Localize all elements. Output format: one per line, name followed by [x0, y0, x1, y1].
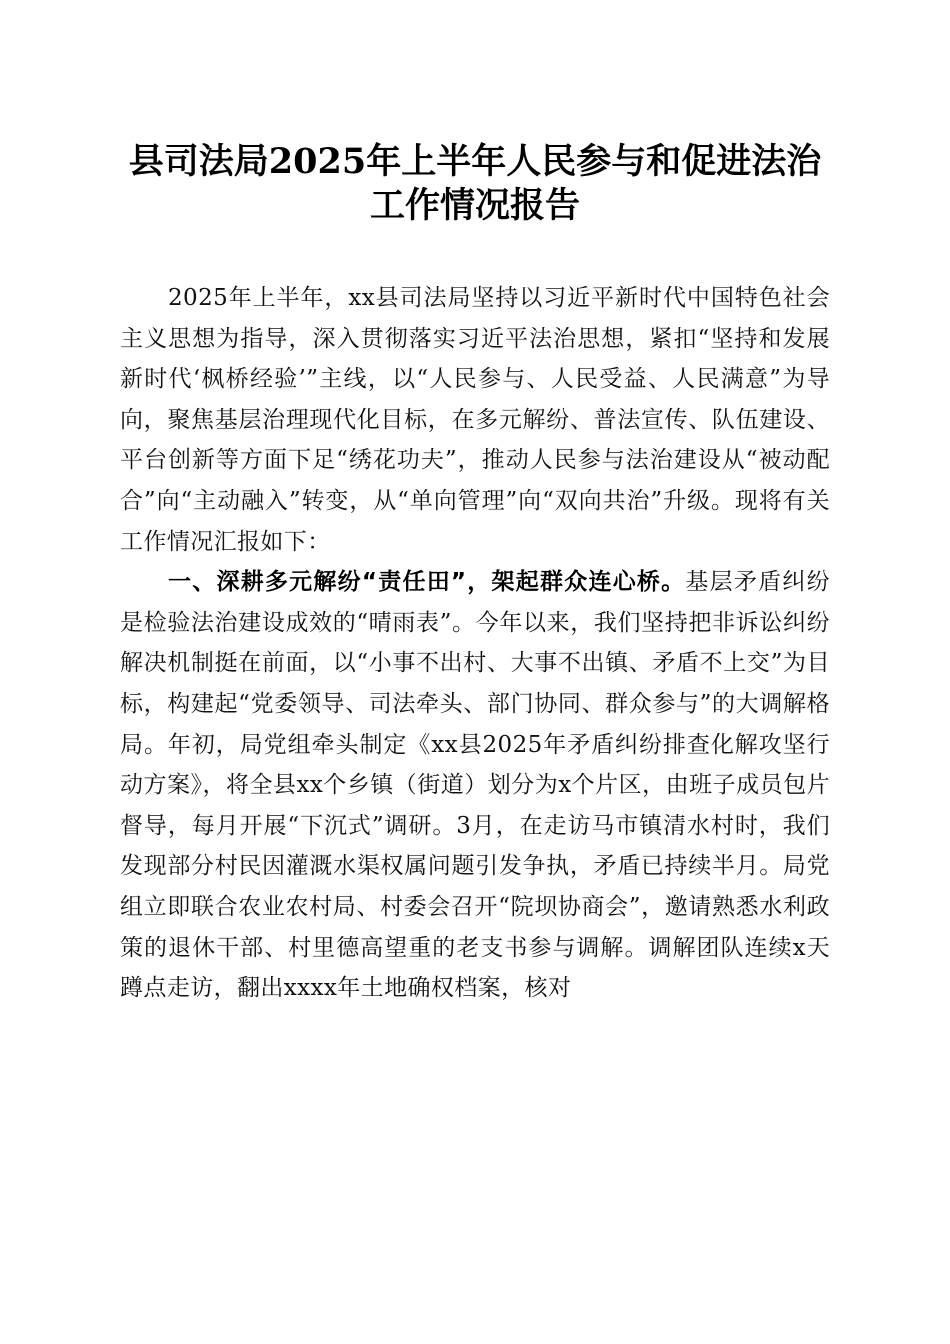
section-1-body: 基层矛盾纠纷是检验法治建设成效的“晴雨表”。今年以来，我们坚持把非诉讼纠纷解决机制挺在前面，以“小事不出村、大事不出镇、矛盾不上交”为目标，构建起“党委领导、司法牵头、部门协同、群众参与”的大调解格局。年初，局党组牵头制定《xx县2025年矛盾纠纷排查化解攻坚行动方案》，将全县xx个乡镇（街道）划分为x个片区，由班子成员包片督导，每月开展“下沉式”调研。3月，在走访马市镇清水村时，我们发现部分村民因灌溉水渠权属问题引发争执，矛盾已持续半月。局党组立即联合农业农村局、村委会召开“院坝协商会”，邀请熟悉水利政策的退休干部、村里德高望重的老支书参与调解。调解团队连续x天蹲点走访，翻出xxxx年土地确权档案，核对: [120, 569, 830, 1002]
section-1-paragraph: [120, 562, 830, 1009]
document-title-line-1: 县司法局2025年上半年人民参与和促进法治: [128, 141, 822, 182]
section-1-heading: 一、深耕多元解纷“责任田”，架起群众连心桥。: [168, 569, 686, 596]
document-title-line-2: 工作情况报告: [369, 185, 580, 226]
document-body: [120, 278, 830, 1009]
intro-paragraph: 2025年上半年，xx县司法局坚持以习近平新时代中国特色社会主义思想为指导，深入贯彻落实习近平法治思想，紧扣“坚持和发展新时代‘枫桥经验’”主线，以“人民参与、人民受益、人民满意”为导向，聚焦基层治理现代化目标，在多元解纷、普法宣传、队伍建设、平台创新等方面下足“绣花功夫”，推动人民参与法治建设从“被动配合”向“主动融入”转变，从“单向管理”向“双向共治”升级。现将有关工作情况汇报如下：: [120, 285, 830, 555]
